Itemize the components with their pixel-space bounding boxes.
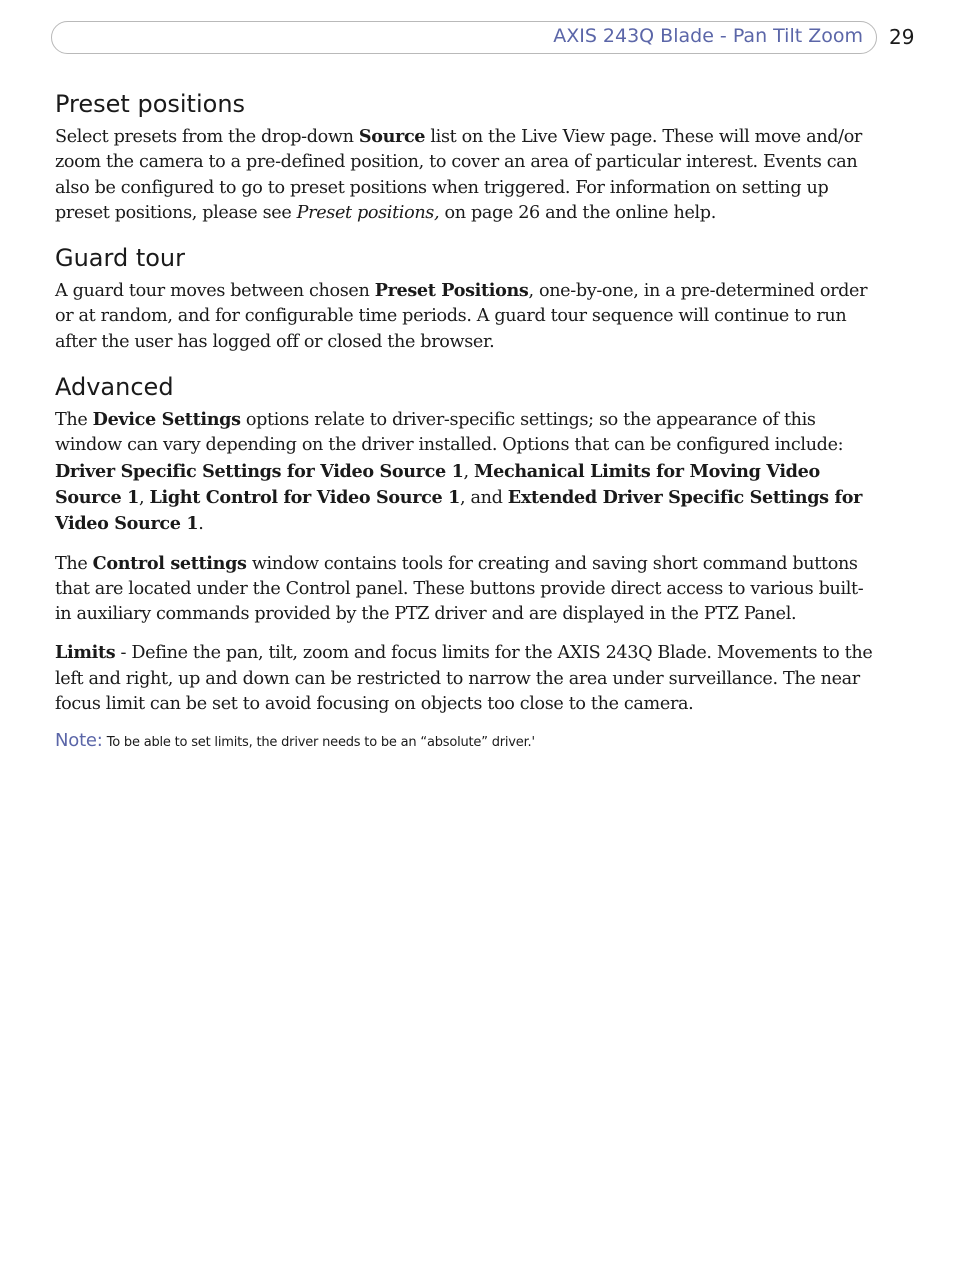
bold-term-light-control: Light Control for Video Source 1 [149, 486, 461, 508]
paragraph-control-settings [55, 551, 873, 628]
heading-preset-positions: Preset positions [55, 90, 246, 118]
bold-term-preset-positions: Preset Positions [374, 280, 529, 302]
paragraph-limits [55, 640, 873, 717]
heading-guard-tour: Guard tour [55, 244, 185, 273]
text-run: list on the Live View page. These will move and/or zoom the camera to a pre-defined position, to cover an area of particular interest. Events can also be configured to go to preset positions when triggered. For information on setting up preset positions, please see [55, 127, 862, 223]
text-run: , one-by-one, in a pre-determined order or at random, and for configurable time periods. A guard tour sequence will continue to run after the user has logged off or closed the browser. [55, 281, 868, 352]
text-run: Select presets from the drop-down [55, 127, 359, 147]
note [55, 730, 873, 751]
section-advanced [55, 371, 873, 751]
bold-term-device-settings: Device Settings [92, 409, 241, 431]
section-guard-tour [55, 242, 873, 355]
text-run: on page 26 and the online help. [439, 202, 716, 223]
bold-term-mechanical-limits: Mechanical Limits for Moving Video Source 1 [55, 460, 820, 508]
note-label: Note: [55, 730, 103, 752]
paragraph-device-settings [55, 407, 873, 537]
text-run: window contains tools for creating and saving short command buttons that are located under the Control panel. These buttons provide direct access to various built-in auxiliary commands provided by the PTZ driver and are displayed in the PTZ Panel. [55, 553, 864, 625]
text-run: , and [460, 487, 508, 508]
paragraph-preset-positions [55, 124, 873, 226]
bold-term-limits: Limits [55, 642, 116, 664]
text-run: The [55, 553, 93, 574]
note-text: To be able to set limits, the driver needs to be an “absolute” driver.' [106, 735, 535, 751]
text-run: , [463, 461, 474, 482]
bold-term-extended-driver: Extended Driver Specific Settings for Video Source 1 [55, 486, 863, 535]
text-run: , [138, 487, 150, 508]
section-preset-positions [55, 88, 873, 226]
heading-advanced: Advanced [55, 373, 174, 402]
text-run: - Define the pan, tilt, zoom and focus limits for the AXIS 243Q Blade. Movements to the left and right, up and down can be restricted to narrow the area under surveillance. The near focus limit can be set to avoid focusing on objects too close to the camera. [55, 643, 873, 715]
text-run: A guard tour moves between chosen [55, 281, 375, 302]
text-run: The [55, 410, 93, 431]
page-content [55, 88, 873, 767]
text-run: options relate to driver-specific settings; so the appearance of this window can vary depending on the driver installed. Options that can be configured include: [55, 410, 844, 456]
header-title: AXIS 243Q Blade - Pan Tilt Zoom [553, 25, 863, 47]
cross-reference-preset-positions: Preset positions, [296, 202, 440, 223]
paragraph-guard-tour [55, 278, 873, 355]
bold-term-source: Source [358, 126, 426, 147]
text-run: . [198, 514, 204, 535]
page-number: 29 [889, 25, 915, 49]
bold-term-driver-specific: Driver Specific Settings for Video Source 1 [55, 460, 464, 482]
bold-term-control-settings: Control settings [92, 552, 247, 574]
